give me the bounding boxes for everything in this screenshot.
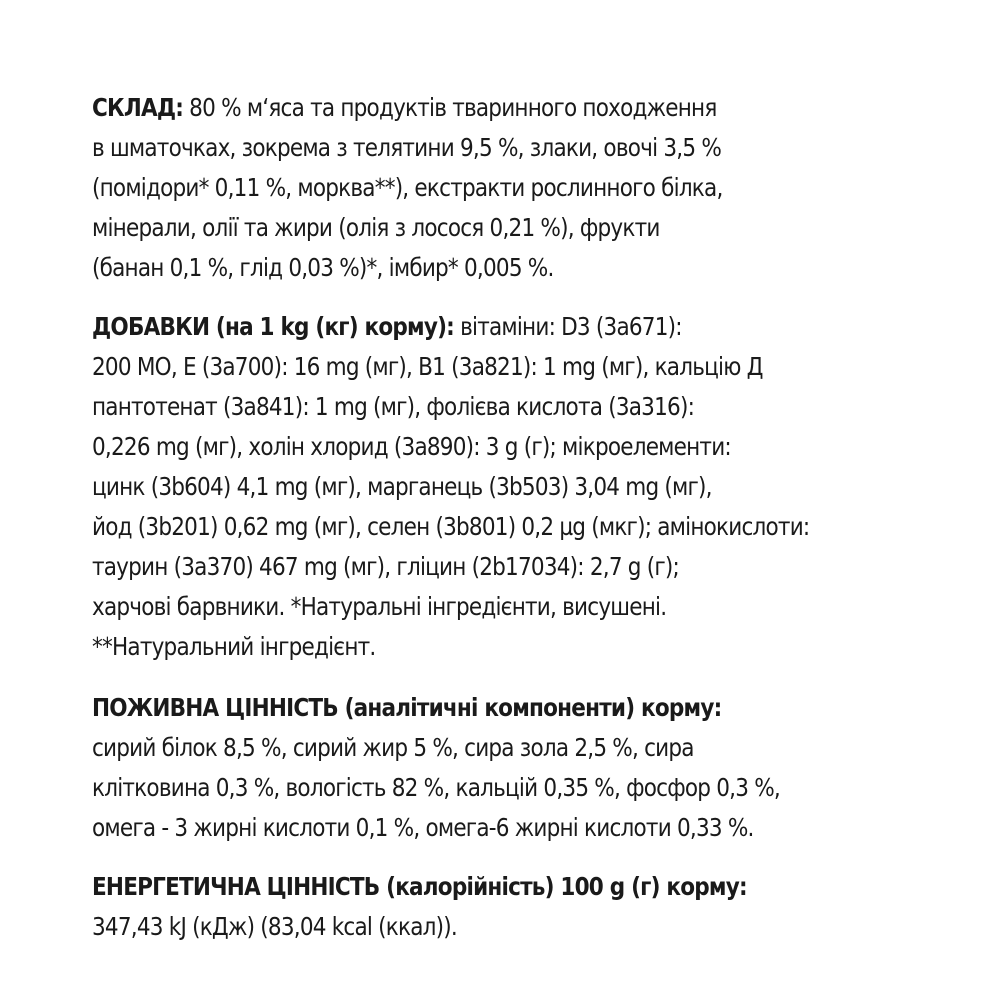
composition-line-2: в шматочках, зокрема з телятини 9,5 %, злаки, овочі 3,5 % [92, 133, 722, 162]
energy-heading: ЕНЕРГЕТИЧНА ЦІННІСТЬ (калорійність) 100 g (г) корму: [92, 872, 747, 901]
additives-text: вітаміни: D3 (3a671): [454, 312, 682, 341]
product-label-text [92, 88, 942, 947]
additives-line-3: пантотенат (3a841): 1 mg (мг), фолієва кислота (3a316): [92, 392, 695, 421]
additives-section [92, 307, 942, 667]
additives-line-8: харчові барвники. *Натуральні інгредієнти, висушені. [92, 592, 667, 621]
additives-line-1 [92, 307, 942, 347]
composition-line-3: (помідори* 0,11 %, морква**), екстракти рослинного білка, [92, 173, 723, 202]
nutrition-heading: ПОЖИВНА ЦІННІСТЬ (аналітичні компоненти) корму: [92, 693, 722, 722]
additives-line-9: **Натуральний інгредієнт. [92, 632, 376, 661]
nutrition-line-2: клітковина 0,3 %, вологість 82 %, кальцій 0,35 %, фосфор 0,3 %, [92, 773, 780, 802]
composition-line-4: мінерали, олії та жири (олія з лосося 0,21 %), фрукти [92, 213, 660, 242]
nutrition-line-1: сирий білок 8,5 %, сирий жир 5 %, сира зола 2,5 %, сира [92, 733, 694, 762]
additives-line-4: 0,226 mg (мг), холін хлорид (3a890): 3 g (г); мікроелементи: [92, 432, 731, 461]
energy-section [92, 867, 942, 947]
additives-line-7: таурин (3a370) 467 mg (мг), гліцин (2b17034): 2,7 g (г); [92, 552, 680, 581]
composition-section [92, 88, 942, 288]
composition-line-5: (банан 0,1 %, глід 0,03 %)*, імбир* 0,005 %. [92, 253, 554, 282]
additives-line-6: йод (3b201) 0,62 mg (мг), селен (3b801) 0,2 µg (мкг); амінокислоти: [92, 512, 810, 541]
additives-line-5: цинк (3b604) 4,1 mg (мг), марганець (3b503) 3,04 mg (мг), [92, 472, 712, 501]
energy-line-1: 347,43 kJ (кДж) (83,04 kcal (ккал)). [92, 912, 457, 941]
nutrition-section [92, 688, 942, 848]
nutrition-line-3: омега - 3 жирні кислоти 0,1 %, омега-6 жирні кислоти 0,33 %. [92, 813, 754, 842]
composition-text: 80 % м‘яса та продуктів тваринного походження [183, 93, 717, 122]
composition-heading: СКЛАД: [92, 93, 184, 122]
composition-line-1 [92, 88, 942, 128]
additives-heading: ДОБАВКИ (на 1 kg (кг) корму): [92, 312, 455, 341]
additives-line-2: 200 МО, Е (3a700): 16 mg (мг), В1 (3a821): 1 mg (мг), кальцію Д [92, 352, 763, 381]
